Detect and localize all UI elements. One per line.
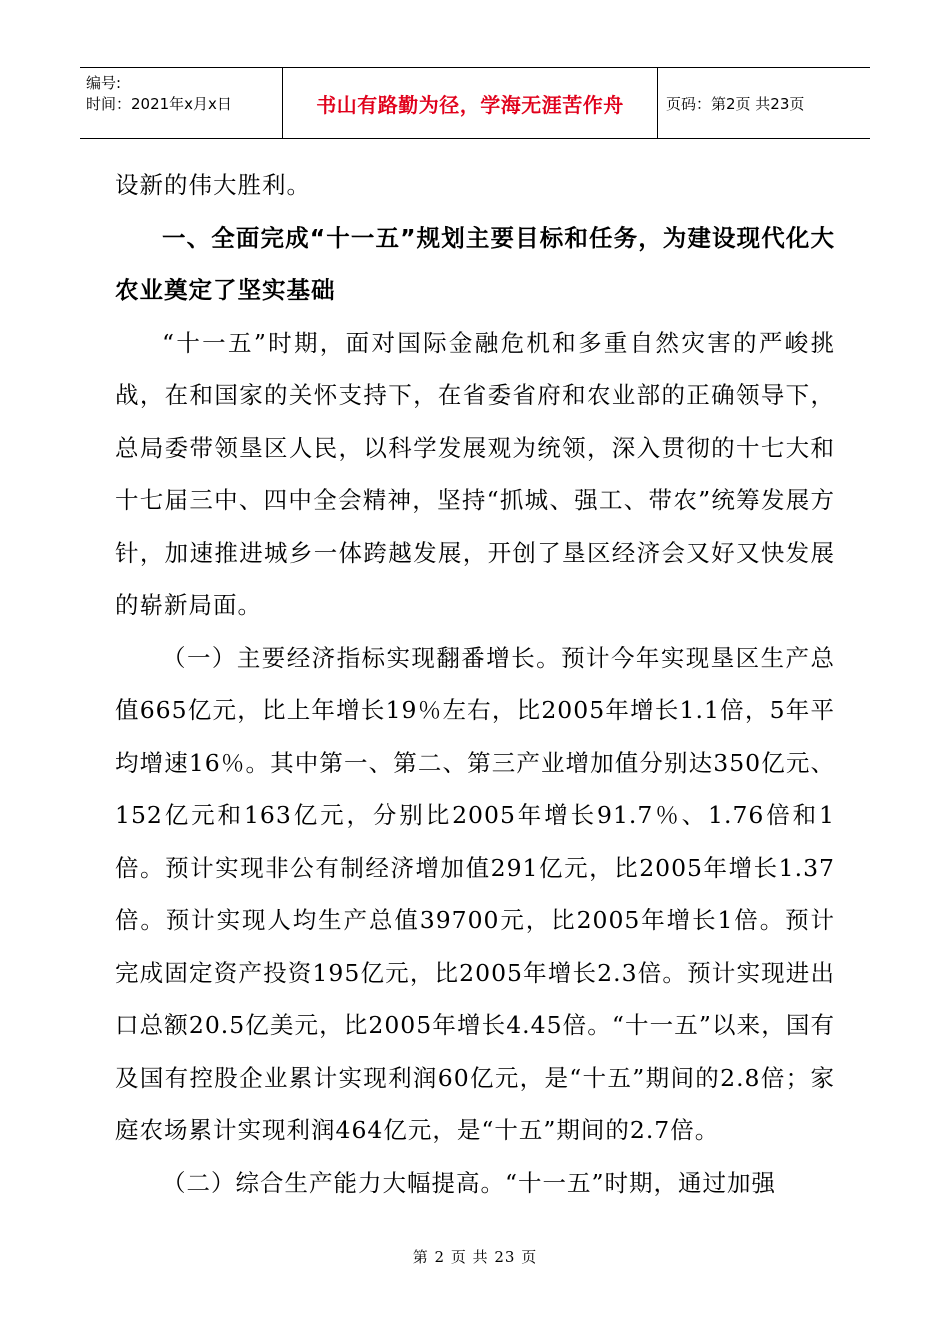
paragraph-continuation: 设新的伟大胜利。 bbox=[115, 171, 311, 199]
paragraph-production-capacity: （二）综合生产能力大幅提高。“十一五”时期，通过加强 bbox=[162, 1168, 777, 1197]
section-heading: 一、全面完成“十一五”规划主要目标和任务，为建设现代化大农业奠定了坚实基础 bbox=[115, 223, 835, 304]
paragraph-intro: “十一五”时期，面对国际金融危机和多重自然灾害的严峻挑战，在和国家的关怀支持下，在省委省府和农业部的正确领导下，总局委带领垦区人民，以科学发展观为统领，深入贯彻的十七大和十七届三中、四中全会精神，坚持“抓城、强工、带农”统筹发展方针，加速推进城乡一体跨越发展，开创了垦区经济会又好又快发展的崭新局面。 bbox=[115, 328, 835, 619]
page-header bbox=[80, 67, 870, 139]
header-motto: 书山有路勤为径，学海无涯苦作舟 bbox=[282, 68, 658, 138]
header-meta bbox=[80, 68, 282, 138]
page-footer: 第 2 页 共 23 页 bbox=[412, 1248, 538, 1266]
document-body bbox=[115, 159, 835, 1209]
document-date-label: 时间：2021年x月x日 bbox=[86, 95, 232, 113]
paragraph-economic-indicators: （一）主要经济指标实现翻番增长。预计今年实现垦区生产总值665亿元，比上年增长19％左右，比2005年增长1.1倍，5年平均增速16％。其中第一、第二、第三产业增加值分别达350亿元、152亿元和163亿元，分别比2005年增长91.7％、1.76倍和1倍。预计实现非公有制经济增加值291亿元，比2005年增长1.37倍。预计实现人均生产总值39700元，比2005年增长1倍。预计完成固定资产投资195亿元，比2005年增长2.3倍。预计实现进出口总额20.5亿美元，比2005年增长4.45倍。“十一五”以来，国有及国有控股企业累计实现利润60亿元，是“十五”期间的2.8倍；家庭农场累计实现利润464亿元，是“十五”期间的2.7倍。 bbox=[115, 643, 835, 1144]
document-number-label: 编号: bbox=[86, 74, 122, 92]
header-page-info: 页码：第2页 共23页 bbox=[666, 94, 805, 113]
